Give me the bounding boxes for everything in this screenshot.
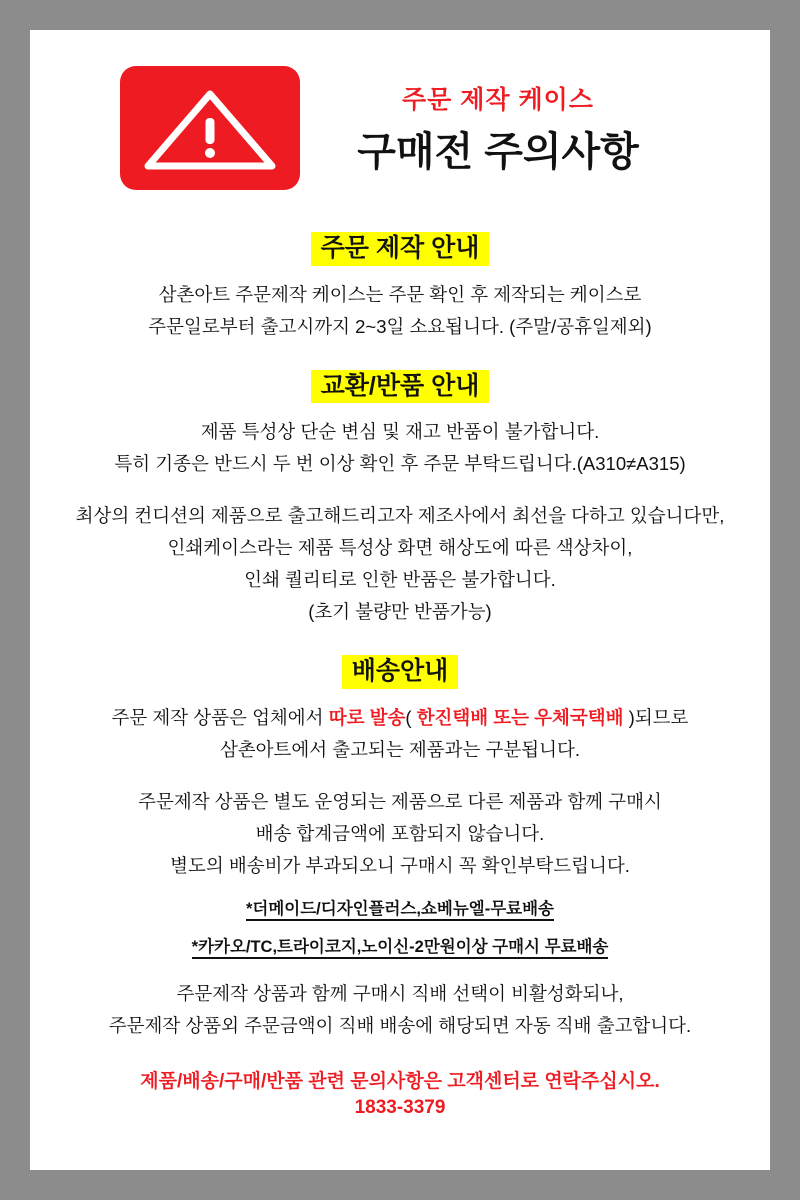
notice-content bbox=[30, 30, 770, 1170]
exchange-line-3: 최상의 컨디션의 제품으로 출고해드리고자 제조사에서 최선을 다하고 있습니다만, bbox=[75, 505, 725, 527]
shipping-text-highlight-2: 한진택배 또는 우체국택배 bbox=[416, 707, 624, 728]
header-subtitle: 주문 제작 케이스 bbox=[402, 85, 594, 114]
section-heading-order: 주문 제작 안내 bbox=[311, 232, 490, 266]
order-line-1: 삼촌아트 주문제작 케이스는 주문 확인 후 제작되는 케이스로 bbox=[158, 283, 642, 305]
exchange-line-5: 인쇄 퀄리티로 인한 반품은 불가합니다. bbox=[244, 569, 556, 591]
shipping-line-7: 주문제작 상품외 주문금액이 직배 배송에 해당되면 자동 직배 출고합니다. bbox=[108, 1014, 692, 1036]
shipping-note-2 bbox=[54, 933, 746, 957]
notice-footer bbox=[54, 1067, 746, 1119]
section-heading-exchange: 교환/반품 안내 bbox=[311, 370, 490, 404]
shipping-text-highlight-1: 따로 발송 bbox=[328, 707, 406, 728]
shipping-line-6: 주문제작 상품과 함께 구매시 직배 선택이 비활성화되나, bbox=[176, 982, 624, 1004]
exchange-line-4: 인쇄케이스라는 제품 특성상 화면 해상도에 따른 색상차이, bbox=[167, 537, 633, 559]
shipping-note-2-text: *카카오/TC,트라이코지,노이신-2만원이상 구매시 무료배송 bbox=[192, 938, 609, 959]
exchange-line-2: 특히 기종은 반드시 두 번 이상 확인 후 주문 부탁드립니다.(A310≠A315) bbox=[114, 453, 686, 475]
shipping-line-1 bbox=[54, 703, 746, 733]
footer-phone-number: 1833-3379 bbox=[354, 1097, 446, 1119]
warning-triangle-icon bbox=[142, 88, 278, 172]
header-title-block bbox=[316, 66, 680, 190]
section-heading-shipping: 배송안내 bbox=[342, 655, 459, 689]
exchange-line-1: 제품 특성상 단순 변심 및 재고 반품이 불가합니다. bbox=[200, 421, 600, 443]
shipping-text-pre: 주문 제작 상품은 업체에서 bbox=[111, 707, 329, 728]
order-line-2: 주문일로부터 출고시까지 2~3일 소요됩니다. (주말/공휴일제외) bbox=[148, 315, 652, 337]
warning-badge bbox=[120, 66, 300, 190]
shipping-note-1 bbox=[54, 895, 746, 919]
notice-header bbox=[120, 58, 680, 198]
shipping-text-mid: ( bbox=[405, 707, 417, 728]
exchange-line-6: (초기 불량만 반품가능) bbox=[308, 601, 492, 623]
shipping-note-1-text: *더메이드/디자인플러스,쇼베뉴엘-무료배송 bbox=[246, 900, 554, 921]
shipping-line-2: 삼촌아트에서 출고되는 제품과는 구분됩니다. bbox=[219, 738, 581, 760]
shipping-line-5: 별도의 배송비가 부과되오니 구매시 꼭 확인부탁드립니다. bbox=[170, 854, 630, 876]
shipping-line-4: 배송 합계금액에 포함되지 않습니다. bbox=[255, 822, 545, 844]
header-title: 구매전 주의사항 bbox=[357, 129, 639, 174]
notice-page bbox=[30, 30, 770, 1170]
footer-contact-text: 제품/배송/구매/반품 관련 문의사항은 고객센터로 연락주십시오. bbox=[140, 1070, 660, 1092]
shipping-line-3: 주문제작 상품은 별도 운영되는 제품으로 다른 제품과 함께 구매시 bbox=[138, 790, 662, 812]
shipping-text-post: )되므로 bbox=[623, 707, 689, 728]
